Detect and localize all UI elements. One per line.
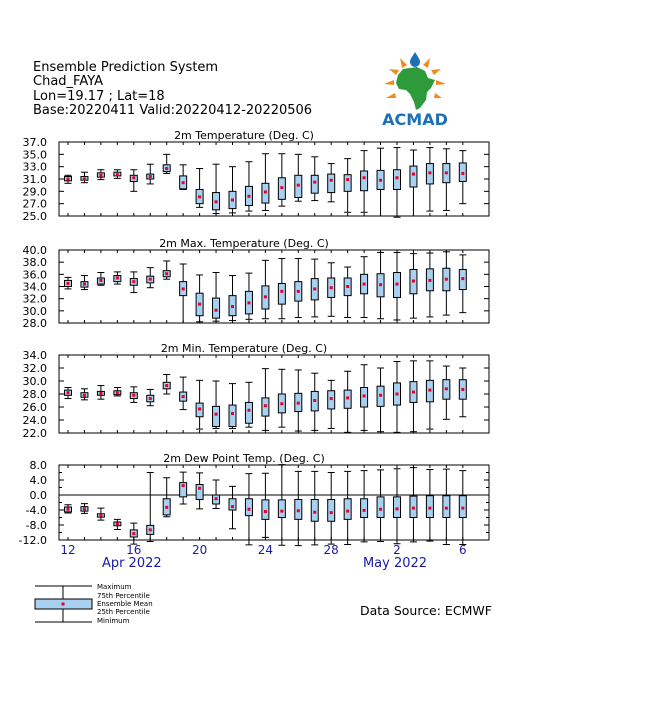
box-day-24 [262, 154, 269, 211]
box-day-24 [262, 369, 269, 431]
mean-marker [132, 280, 135, 283]
box-day-20 [196, 275, 203, 322]
mean-marker [247, 508, 250, 511]
box-day-20 [196, 473, 203, 509]
mean-marker [396, 393, 399, 396]
mean-marker [363, 394, 366, 397]
iqr-box [278, 283, 285, 304]
box-day-34 [426, 361, 433, 429]
mean-marker [297, 290, 300, 293]
box-day-36 [459, 471, 466, 545]
mean-marker [132, 532, 135, 535]
mean-marker [297, 509, 300, 512]
box-day-36 [459, 255, 466, 313]
y-tick-label: 4.0 [29, 474, 47, 487]
x-tick-label: 12 [60, 543, 76, 557]
mean-marker [445, 171, 448, 174]
box-day-24 [262, 260, 269, 318]
box-day-22 [229, 167, 236, 213]
panel-frame [59, 355, 489, 433]
mean-marker [280, 186, 283, 189]
mean-marker [165, 167, 168, 170]
mean-marker [83, 394, 86, 397]
mean-marker [99, 392, 102, 395]
mean-marker [280, 510, 283, 513]
y-tick-label: 30.0 [22, 375, 47, 388]
y-tick-label: 33.0 [22, 160, 47, 174]
mean-marker [182, 484, 185, 487]
box-day-33 [410, 150, 417, 216]
y-tick-label: 35.0 [22, 148, 47, 162]
mean-marker [313, 399, 316, 402]
mean-marker [313, 287, 316, 290]
box-day-30 [361, 471, 368, 542]
legend-label: 75th Percentile [97, 592, 150, 600]
y-tick-label: 38.0 [22, 256, 47, 270]
x-tick-label: 16 [126, 543, 142, 557]
box-day-23 [245, 162, 252, 211]
box-day-29 [344, 471, 351, 544]
box-day-13 [81, 172, 88, 182]
mean-marker [330, 179, 333, 182]
box-day-16 [130, 272, 137, 293]
y-tick-label: 25.0 [22, 210, 47, 223]
y-tick-label: -8.0 [25, 519, 47, 532]
y-tick-label: 37.0 [22, 136, 47, 149]
box-day-13 [81, 504, 88, 514]
box-day-25 [278, 465, 285, 546]
box-day-34 [426, 148, 433, 212]
box-day-17 [147, 473, 154, 542]
panel-frame [59, 250, 489, 323]
x-tick-label: 28 [323, 543, 339, 557]
box-day-12 [65, 388, 72, 399]
legend-label: Minimum [97, 617, 130, 625]
iqr-box [361, 171, 368, 191]
iqr-box [410, 166, 417, 187]
iqr-box [328, 500, 335, 522]
box-day-19 [180, 472, 187, 504]
box-day-21 [213, 273, 220, 322]
mean-marker [198, 303, 201, 306]
box-day-27 [311, 157, 318, 201]
iqr-box [394, 497, 401, 518]
box-day-25 [278, 369, 285, 427]
y-tick-label: 22.0 [22, 427, 47, 440]
month-label: Apr 2022 [101, 556, 162, 571]
iqr-box [213, 406, 220, 426]
panel-title: 2m Max. Temperature (Deg. C) [159, 237, 329, 250]
box-day-31 [377, 368, 384, 432]
box-day-18 [163, 154, 170, 173]
box-day-33 [410, 254, 417, 318]
mean-marker [132, 394, 135, 397]
mean-marker [198, 195, 201, 198]
mean-marker [116, 522, 119, 525]
mean-marker [231, 305, 234, 308]
box-day-13 [81, 276, 88, 290]
mean-marker [67, 391, 70, 394]
box-day-15 [114, 519, 121, 529]
mean-marker [247, 301, 250, 304]
mean-marker [379, 179, 382, 182]
y-tick-label: 32.0 [22, 362, 47, 375]
y-tick-label: 40.0 [22, 244, 47, 257]
box-day-29 [344, 159, 351, 213]
panel-frame [59, 142, 489, 216]
mean-marker [67, 178, 70, 181]
box-day-15 [114, 170, 121, 179]
box-day-30 [361, 151, 368, 213]
iqr-box [377, 497, 384, 518]
y-tick-label: 36.0 [22, 268, 47, 282]
y-tick-label: 24.0 [22, 414, 47, 427]
box-day-20 [196, 380, 203, 429]
box-day-16 [130, 387, 137, 403]
mean-marker [264, 190, 267, 193]
box-day-25 [278, 154, 285, 206]
iqr-box [278, 500, 285, 518]
box-day-22 [229, 486, 236, 528]
y-tick-label: 8.0 [29, 459, 47, 472]
mean-marker [264, 510, 267, 513]
y-tick-label: 0.0 [29, 489, 47, 502]
mean-marker [330, 397, 333, 400]
legend-label: 25th Percentile [97, 608, 150, 616]
y-tick-label: 27.0 [22, 197, 47, 211]
mean-marker [83, 283, 86, 286]
box-day-16 [130, 170, 137, 192]
mean-marker [445, 507, 448, 510]
mean-marker [231, 198, 234, 201]
iqr-box [361, 499, 368, 518]
iqr-box [262, 500, 269, 520]
box-day-23 [245, 474, 252, 545]
mean-marker [149, 175, 152, 178]
panel-title: 2m Min. Temperature (Deg. C) [160, 342, 328, 355]
box-day-32 [394, 252, 401, 320]
mean-marker [330, 511, 333, 514]
box-day-18 [163, 261, 170, 279]
y-tick-label: 30.0 [22, 304, 47, 318]
mean-marker [99, 514, 102, 517]
mean-marker [313, 181, 316, 184]
mean-marker [396, 283, 399, 286]
box-day-17 [147, 268, 154, 288]
box-day-28 [328, 473, 335, 545]
y-tick-label: 28.0 [22, 388, 47, 401]
box-day-19 [180, 165, 187, 190]
box-day-26 [295, 259, 302, 318]
legend-label: Maximum [97, 583, 132, 591]
mean-marker [428, 279, 431, 282]
mean-marker [461, 388, 464, 391]
mean-marker [182, 395, 185, 398]
box-day-14 [97, 170, 104, 180]
box-day-27 [311, 373, 318, 430]
mean-marker [280, 402, 283, 405]
panel-frame [59, 465, 489, 540]
mean-marker [461, 277, 464, 280]
y-tick-label: 29.0 [22, 185, 47, 199]
mean-marker [67, 282, 70, 285]
mean-marker [99, 279, 102, 282]
box-day-18 [163, 478, 170, 517]
box-day-36 [459, 151, 466, 204]
box-day-22 [229, 384, 236, 429]
legend-label: Ensemble Mean [97, 600, 153, 608]
header-coords: Lon=19.17 ; Lat=18 [33, 89, 165, 104]
box-day-33 [410, 468, 417, 542]
box-day-17 [147, 389, 154, 405]
box-day-15 [114, 388, 121, 396]
mean-marker [215, 413, 218, 416]
box-day-14 [97, 273, 104, 286]
box-day-15 [114, 272, 121, 284]
mean-marker [461, 507, 464, 510]
header-dates: Base:20220411 Valid:20220412-20220506 [33, 103, 313, 118]
mean-marker [99, 174, 102, 177]
iqr-box [311, 500, 318, 522]
panel-title: 2m Temperature (Deg. C) [174, 129, 314, 142]
x-tick-label: 2 [393, 543, 401, 557]
legend [35, 583, 153, 625]
box-day-17 [147, 164, 154, 184]
box-day-21 [213, 381, 220, 428]
mean-marker [149, 278, 152, 281]
box-day-32 [394, 469, 401, 544]
mean-marker [412, 507, 415, 510]
mean-marker [280, 290, 283, 293]
box-day-35 [443, 149, 450, 211]
mean-marker [313, 511, 316, 514]
mean-marker [412, 391, 415, 394]
box-day-14 [97, 508, 104, 520]
box-day-34 [426, 470, 433, 542]
mean-marker [346, 396, 349, 399]
x-tick-label: 6 [458, 543, 467, 557]
y-tick-label: 28.0 [22, 317, 47, 330]
mean-marker [116, 173, 119, 176]
mean-marker [428, 171, 431, 174]
mean-marker [247, 195, 250, 198]
mean-marker [165, 506, 168, 509]
mean-marker [198, 487, 201, 490]
mean-marker [83, 178, 86, 181]
mean-marker [198, 407, 201, 410]
y-tick-label: 32.0 [22, 292, 47, 306]
iqr-box [245, 402, 252, 423]
mean-marker [412, 280, 415, 283]
y-tick-label: -4.0 [25, 504, 47, 517]
month-label: May 2022 [362, 556, 428, 571]
box-day-31 [377, 470, 384, 542]
iqr-box [344, 499, 351, 520]
box-day-34 [426, 253, 433, 317]
mean-marker [396, 507, 399, 510]
box-day-35 [443, 469, 450, 544]
mean-marker [346, 178, 349, 181]
mean-marker [215, 497, 218, 500]
box-day-20 [196, 169, 203, 208]
iqr-box [394, 170, 401, 190]
mean-marker [132, 176, 135, 179]
panel-1 [23, 129, 490, 223]
mean-marker [445, 387, 448, 390]
box-day-21 [213, 164, 220, 213]
mean-marker [149, 397, 152, 400]
mean-marker [247, 409, 250, 412]
box-day-13 [81, 389, 88, 400]
mean-marker [428, 389, 431, 392]
mean-marker [215, 309, 218, 312]
box-day-31 [377, 252, 384, 318]
box-day-12 [65, 175, 72, 183]
iqr-box [229, 499, 236, 510]
panel-title: 2m Dew Point Temp. (Deg. C) [163, 452, 325, 465]
mean-marker [83, 507, 86, 510]
x-tick-label: 20 [191, 543, 208, 557]
mean-marker [363, 176, 366, 179]
mean-marker [116, 391, 119, 394]
mean-marker [264, 295, 267, 298]
logo-text: ACMAD [382, 110, 448, 129]
box-day-28 [328, 380, 335, 428]
panel-3 [23, 342, 490, 440]
mean-marker [231, 412, 234, 415]
box-day-26 [295, 471, 302, 545]
y-tick-label: 26.0 [22, 401, 47, 414]
box-day-18 [163, 375, 170, 395]
mean-marker [412, 173, 415, 176]
box-day-21 [213, 480, 220, 509]
mean-marker [297, 184, 300, 187]
mean-marker [445, 278, 448, 281]
mean-marker [264, 404, 267, 407]
box-day-23 [245, 273, 252, 319]
y-tick-label: 34.0 [22, 349, 47, 362]
box-day-19 [180, 264, 187, 323]
box-day-23 [245, 382, 252, 427]
box-day-33 [410, 361, 417, 432]
box-day-19 [180, 377, 187, 410]
header-station: Chad_FAYA [33, 74, 104, 89]
mean-marker [346, 285, 349, 288]
mean-marker [379, 394, 382, 397]
y-tick-label: 34.0 [22, 280, 47, 294]
iqr-box [328, 174, 335, 193]
box-day-25 [278, 259, 285, 319]
box-day-26 [295, 370, 302, 431]
box-day-22 [229, 276, 236, 321]
mean-marker [379, 283, 382, 286]
box-day-12 [65, 505, 72, 513]
mean-marker [215, 200, 218, 203]
mean-marker [116, 276, 119, 279]
mean-marker [346, 510, 349, 513]
y-tick-label: 31.0 [22, 173, 47, 186]
mean-marker [396, 176, 399, 179]
box-day-35 [443, 366, 450, 419]
mean-marker [379, 508, 382, 511]
box-day-32 [394, 362, 401, 433]
mean-marker [165, 384, 168, 387]
box-day-14 [97, 386, 104, 400]
mean-marker [182, 181, 185, 184]
mean-marker [149, 528, 152, 531]
box-day-27 [311, 259, 318, 317]
data-source: Data Source: ECMWF [360, 603, 492, 618]
box-day-26 [295, 154, 302, 201]
iqr-box [213, 298, 220, 318]
box-day-16 [130, 523, 137, 544]
header-system: Ensemble Prediction System [33, 60, 219, 75]
box-day-29 [344, 371, 351, 432]
box-day-28 [328, 164, 335, 202]
mean-marker [363, 283, 366, 286]
box-day-31 [377, 148, 384, 216]
box-day-36 [459, 368, 466, 417]
mean-marker [231, 505, 234, 508]
box-day-32 [394, 148, 401, 218]
iqr-box [245, 499, 252, 516]
box-day-30 [361, 257, 368, 318]
y-tick-label: -12.0 [18, 534, 47, 547]
iqr-box [229, 405, 236, 426]
mean-marker [363, 509, 366, 512]
legend-mean-marker [62, 603, 65, 606]
iqr-box [311, 175, 318, 193]
box-day-29 [344, 267, 351, 317]
box-day-28 [328, 263, 335, 317]
mean-marker [330, 286, 333, 289]
mean-marker [67, 508, 70, 511]
box-day-27 [311, 471, 318, 545]
box-day-30 [361, 365, 368, 431]
mean-marker [165, 272, 168, 275]
box-day-24 [262, 473, 269, 537]
iqr-box [344, 175, 351, 192]
mean-marker [428, 507, 431, 510]
mean-marker [297, 402, 300, 405]
mean-marker [182, 287, 185, 290]
mean-marker [461, 172, 464, 175]
x-tick-label: 24 [257, 543, 274, 557]
box-day-35 [443, 252, 450, 315]
box-day-12 [65, 277, 72, 289]
panel-4 [19, 452, 489, 547]
panel-2 [23, 237, 490, 330]
